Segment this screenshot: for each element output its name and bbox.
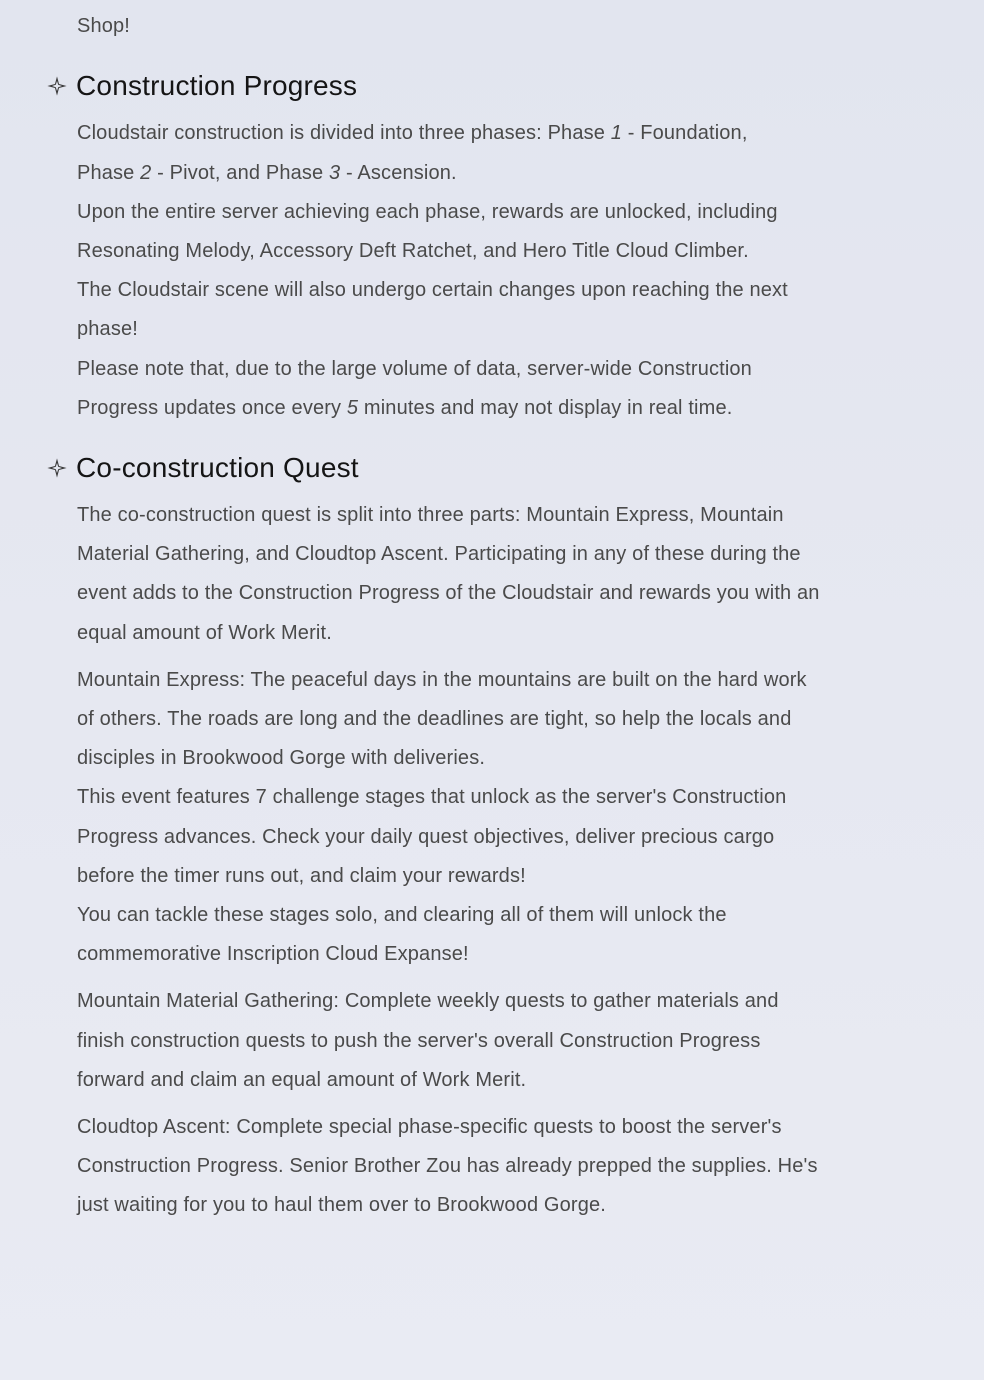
update-note-text-b: minutes and may not display in real time. [358, 396, 733, 419]
construction-update-note [0, 350, 822, 428]
material-gathering-paragraph: Mountain Material Gathering: Complete weekly quests to gather materials and finish construction quests to push the server's overall Construction Progress forward and claim an equal amount of Work Merit. [77, 990, 779, 1091]
co-construction-overview-paragraph: The co-construction quest is split into three parts: Mountain Express, Mountain Material Gathering, and Cloudtop Ascent. Participating in any of these during the event adds to the Construction Progress of the Cloudstair and rewards you with an equal amount of Work Merit. [77, 504, 820, 644]
update-note-text-a: Please note that, due to the large volume of data, server-wide Construction Progress updates once every [77, 357, 752, 419]
intro-text [0, 0, 822, 46]
section-title: Construction Progress [76, 70, 358, 102]
phases-text-c: Phase [77, 161, 141, 184]
cloudtop-ascent-paragraph: Cloudtop Ascent: Complete special phase-specific quests to boost the server's Construction Progress. Senior Brother Zou has already prepped the supplies. He's just waiting for you to haul them over to Brookwood Gorge. [77, 1116, 818, 1217]
construction-scene-paragraph: The Cloudstair scene will also undergo certain changes upon reaching the next phase! [77, 279, 788, 341]
phase-number-2: 2 [140, 161, 152, 184]
challenge-stages-paragraph: This event features 7 challenge stages that unlock as the server's Construction Progress advances. Check your daily quest objectives, deliver precious cargo before the timer runs out, and claim your rewards! [77, 786, 787, 887]
phases-text-d: - Pivot, and Phase [151, 161, 329, 184]
section-title: Co-construction Quest [76, 452, 359, 484]
solo-stages-paragraph: You can tackle these stages solo, and clearing all of them will unlock the commemorative Inscription Cloud Expanse! [77, 904, 727, 966]
four-point-star-icon [46, 457, 68, 479]
phases-text-b: - Foundation, [622, 122, 748, 145]
phases-text-a: Cloudstair construction is divided into three phases: Phase [77, 122, 611, 145]
construction-phases-paragraph [0, 114, 822, 192]
co-construction-quest-heading [0, 448, 984, 488]
mountain-express-paragraph: Mountain Express: The peaceful days in the mountains are built on the hard work of others. The roads are long and the deadlines are tight, so help the locals and disciples in Brookwood Gorge with deliveries. [77, 668, 807, 770]
construction-progress-heading [0, 66, 984, 106]
update-interval-number: 5 [346, 396, 359, 419]
four-point-star-icon [46, 75, 68, 97]
intro-line-2: Shop! [77, 15, 131, 38]
phase-number-3: 3 [329, 161, 341, 184]
construction-rewards-paragraph: Upon the entire server achieving each phase, rewards are unlocked, including Resonating Melody, Accessory Deft Ratchet, and Hero Title Cloud Climber. [77, 200, 778, 263]
phase-number-1: 1 [610, 122, 623, 145]
phases-text-e: - Ascension. [340, 161, 457, 184]
